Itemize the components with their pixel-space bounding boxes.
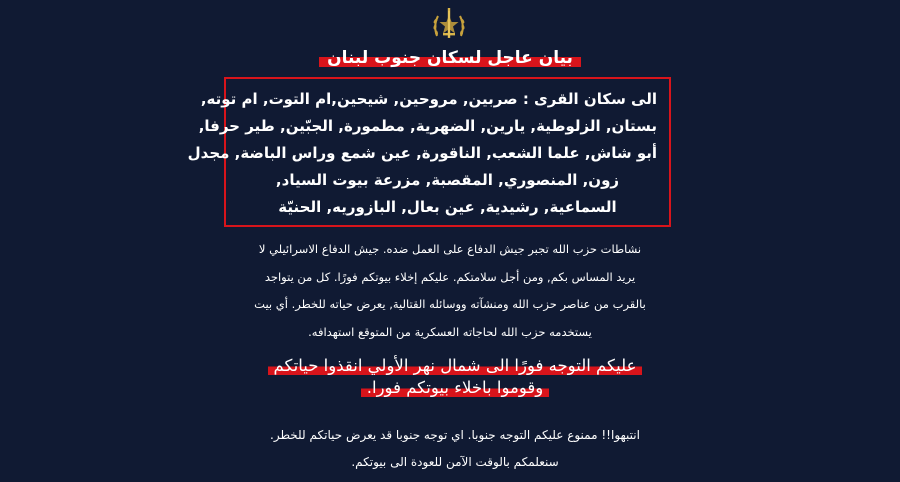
warning-paragraph: [190, 422, 720, 476]
villages-line: السماعية, رشيدية, عين بعال, البازوريه, الحنيّة: [278, 198, 617, 216]
headline-line: وقوموا باخلاء بيوتكم فورا.: [361, 377, 549, 399]
headline-line: عليكم التوجه فورًا الى شمال نهر الأولي انقذوا حياتكم: [268, 355, 643, 377]
evacuation-headline: [190, 355, 720, 399]
warning-line: انتبهوا!! ممنوع عليكم التوجه جنوبا. اي توجه جنوبا قد يعرض حياتكم للخطر.: [270, 428, 640, 442]
villages-line: بستان, الزلوطية, يارين, الضهرية, مطمورة, الجبّين, طير حرفا,: [198, 117, 657, 135]
body-line: نشاطات حزب الله تجبر جيش الدفاع على العمل ضده. جيش الدفاع الاسرائيلي لا: [258, 242, 642, 256]
page-title: بيان عاجل لسكان جنوب لبنان: [319, 46, 581, 70]
title-wrapper: [0, 46, 900, 70]
idf-emblem-icon: [429, 6, 469, 44]
warning-line: سنعلمكم بالوقت الآمن للعودة الى بيوتكم.: [351, 455, 559, 469]
body-line: يستخدمه حزب الله لحاجاته العسكرية من المتوقع استهدافه.: [308, 324, 592, 339]
villages-line: الى سكان القرى : صربين, مروحين, شيحين,ام التوت, ام توته,: [200, 90, 657, 108]
villages-line: زون, المنصوري, المقصبة, مزرعة بيوت السياد,: [275, 171, 620, 189]
body-line: بالقرب من عناصر حزب الله ومنشآته ووسائله القتالية, يعرض حياته للخطر. أي بيت: [254, 297, 646, 311]
body-line: يريد المساس بكم, ومن أجل سلامتكم. عليكم إخلاء بيوتكم فورًا. كل من يتواجد: [264, 269, 636, 284]
body-paragraph: [180, 236, 720, 346]
villages-box: [187, 77, 671, 227]
villages-line: أبو شاش, علما الشعب, الناقورة, عين شمع وراس الباضة, مجدل: [187, 144, 657, 162]
